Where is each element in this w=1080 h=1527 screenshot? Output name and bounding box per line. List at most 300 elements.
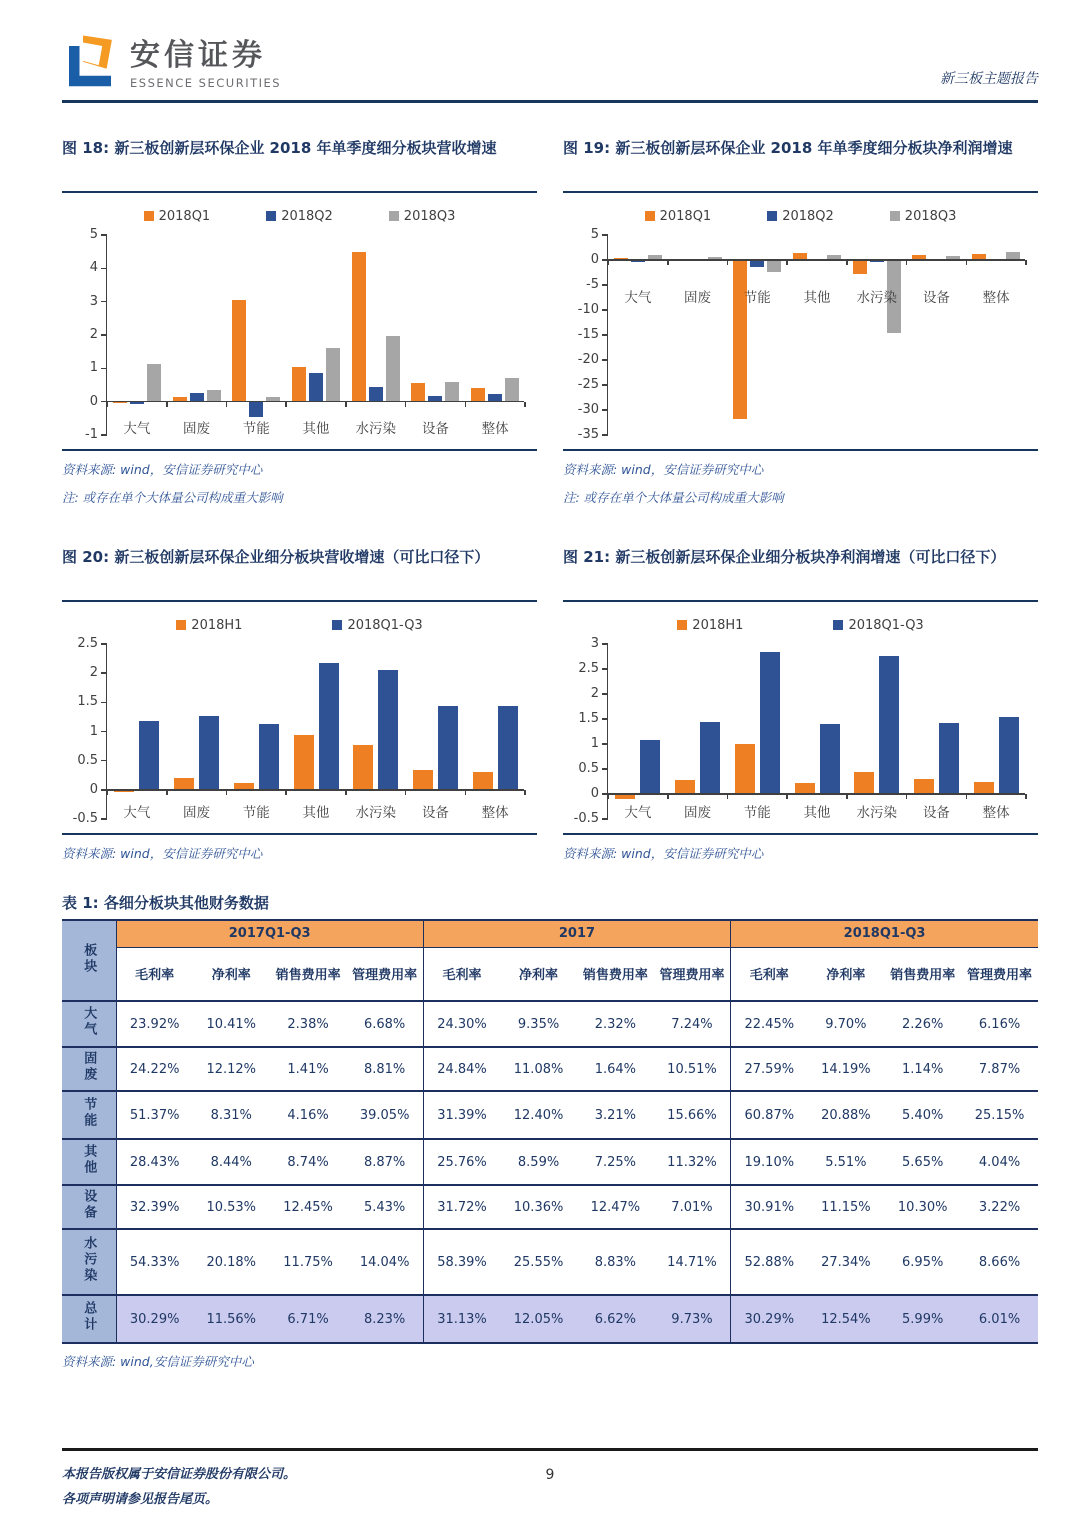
x-category-label: 水污染 [355,421,396,437]
bar-s2-c0 [147,364,161,402]
table-cell: 52.88% [731,1229,808,1295]
x-tick-mark [1025,260,1027,265]
copyright-line-1: 本报告版权属于安信证券股份有限公司。 [62,1467,297,1482]
y-tick-label: 2 [89,665,98,681]
bar-s0-c4 [854,772,874,795]
table-cell: 5.51% [807,1139,884,1185]
y-tick-label: -25 [577,377,599,392]
legend-label: 2018Q3 [904,208,957,224]
bar-s1-c6 [498,706,518,790]
table-cell: 14.71% [654,1229,731,1295]
legend-swatch-icon [645,211,655,221]
table-cell: 12.40% [500,1091,577,1139]
table-cell: 9.73% [654,1295,731,1343]
x-category-label: 设备 [421,421,449,437]
essence-logo-icon [62,32,118,88]
table-cell: 8.81% [346,1047,423,1091]
table-sub-header: 净利率 [807,947,884,1001]
legend-swatch-icon [389,211,399,221]
table-cell: 24.84% [423,1047,500,1091]
bar-s1-c5 [939,723,959,795]
y-tick-label: 0 [590,252,599,267]
x-category-label: 设备 [421,805,449,821]
bar-s0-c5 [914,779,934,795]
y-tick-mark [602,334,608,336]
legend-label: 2018H1 [191,617,243,633]
table-cell: 12.05% [500,1295,577,1343]
legend-label: 2018Q3 [403,208,456,224]
x-tick-mark [166,402,168,407]
page-footer [62,1448,1038,1512]
table-cell: 5.43% [346,1185,423,1229]
page-header [62,30,1038,103]
legend-item [767,209,834,224]
y-axis [563,636,607,826]
x-category-label: 大气 [624,290,652,306]
x-category-label: 固废 [183,421,211,437]
y-tick-label: 1 [590,736,599,751]
y-tick-label: 1 [89,723,98,739]
legend-label: 2018Q1 [158,208,211,224]
y-tick-mark [602,718,608,720]
bar-s1-c6 [999,717,1019,794]
table-row-label: 节能 [62,1091,116,1139]
legend-item [890,209,957,224]
figure-21-chart [563,602,1038,835]
legend-swatch-icon [833,620,843,630]
table-cell: 14.19% [807,1047,884,1091]
page-number: 9 [545,1467,555,1483]
figure-18 [62,135,537,506]
bar-s0-c6 [473,772,493,790]
chart-legend [563,203,1038,229]
x-category-label: 整体 [982,805,1010,821]
table-cell: 5.65% [884,1139,961,1185]
bar-s1-c3 [319,663,339,790]
legend-swatch-icon [332,620,342,630]
table-cell: 15.66% [654,1091,731,1139]
y-tick-mark [602,359,608,361]
figure-19-chart [563,193,1038,451]
bar-s0-c4 [853,260,867,274]
legend-label: 2018Q1 [659,208,712,224]
y-tick-label: 1.5 [578,711,599,726]
bar-s0-c5 [413,770,433,790]
table-cell: 2.26% [884,1001,961,1047]
zero-axis-line [608,793,1025,795]
y-tick-mark [602,384,608,386]
bar-s0-c2 [733,260,747,419]
table-cell: 27.59% [731,1047,808,1091]
zero-axis-line [107,789,524,791]
x-tick-mark [524,790,526,795]
y-axis [62,636,106,826]
table-row-label: 水污染 [62,1229,116,1295]
y-tick-mark [101,334,107,336]
table-cell: 4.04% [961,1139,1038,1185]
x-category-label: 节能 [242,805,270,821]
bar-s1-c2 [760,652,780,795]
table-cell: 14.04% [346,1229,423,1295]
table-sub-header: 销售费用率 [577,947,654,1001]
x-category-label: 大气 [123,805,151,821]
legend-item [645,209,712,224]
y-tick-label: 3 [590,636,599,651]
bar-s0-c4 [353,745,373,790]
y-tick-mark [101,234,107,236]
table-cell: 12.54% [807,1295,884,1343]
bar-s2-c2 [767,260,781,272]
copyright-line-2: 各项声明请参见报告尾页。 [62,1491,219,1507]
figure-18-note: 注: 或存在单个大体量公司构成重大影响 [62,490,283,505]
figure-row-2 [62,544,1038,862]
bar-s1-c0 [640,740,660,795]
brand-text [130,30,281,90]
y-tick-label: -0.5 [72,811,98,826]
bar-s1-c1 [700,722,720,795]
bar-s0-c6 [974,782,994,795]
legend-label: 2018Q2 [281,208,333,224]
bar-s2-c4 [386,336,400,402]
x-tick-mark [285,402,287,407]
financial-table [62,919,1038,1344]
x-tick-mark [1025,794,1027,799]
bar-s0-c1 [174,778,194,790]
legend-label: 2018Q1-Q3 [347,617,423,633]
table-cell: 10.53% [193,1185,270,1229]
y-tick-mark [101,672,107,674]
table-cell: 30.29% [731,1295,808,1343]
zero-axis-line [608,259,1025,261]
table-sub-header: 销售费用率 [270,947,347,1001]
bar-s0-c6 [471,388,485,401]
table-cell: 8.31% [193,1091,270,1139]
table-cell: 8.44% [193,1139,270,1185]
table-cell: 12.12% [193,1047,270,1091]
figure-20-source: 资料来源: wind，安信证券研究中心 [62,846,263,861]
table-cell: 25.76% [423,1139,500,1185]
brand-name-en: ESSENCE SECURITIES [130,76,282,90]
figure-18-title: 图 18: 新三板创新层环保企业 2018 年单季度细分板块营收增速 [62,135,537,193]
table-sub-header: 净利率 [193,947,270,1001]
report-type-label: 新三板主题报告 [940,71,1038,87]
table-cell: 28.43% [116,1139,193,1185]
bar-s1-c1 [199,716,219,790]
table-cell: 22.45% [731,1001,808,1047]
y-tick-label: -15 [577,327,599,342]
table-group-header: 2018Q1-Q3 [731,920,1038,947]
table-sub-header: 管理费用率 [961,947,1038,1001]
table-cell: 7.87% [961,1047,1038,1091]
x-category-label: 其他 [302,421,330,437]
brand-logo [62,30,281,90]
chart-legend [62,203,537,229]
legend-item [266,209,333,224]
bar-s1-c2 [750,260,764,267]
x-category-label: 水污染 [856,290,897,306]
legend-item [389,209,456,224]
bar-s1-c3 [820,724,840,794]
y-tick-mark [602,643,608,645]
table-cell: 24.30% [423,1001,500,1047]
plot-area [607,235,1025,435]
zero-axis-line [107,401,524,403]
y-tick-label: 0 [89,393,98,409]
table-sub-header: 毛利率 [423,947,500,1001]
table-row-label: 总计 [62,1295,116,1343]
table-cell: 6.68% [346,1001,423,1047]
table-cell: 25.15% [961,1091,1038,1139]
table-cell: 10.36% [500,1185,577,1229]
plot-area [106,235,524,435]
table-cell: 11.32% [654,1139,731,1185]
table-group-header: 2017Q1-Q3 [116,920,423,947]
figure-21-source: 资料来源: wind，安信证券研究中心 [563,846,764,861]
y-tick-label: 4 [89,260,98,276]
y-tick-mark [602,234,608,236]
table-cell: 7.01% [654,1185,731,1229]
y-tick-label: 2.5 [77,636,98,651]
y-tick-label: 1 [89,360,98,376]
table-group-header: 2017 [423,920,730,947]
x-tick-mark [345,402,347,407]
bar-s1-c3 [309,373,323,401]
y-tick-label: -5 [586,277,599,292]
table-corner-cell: 板块 [62,920,116,1001]
table-cell: 6.71% [270,1295,347,1343]
table-cell: 5.99% [884,1295,961,1343]
table-cell: 31.72% [423,1185,500,1229]
legend-swatch-icon [767,211,777,221]
x-category-label: 节能 [743,290,771,306]
table-cell: 54.33% [116,1229,193,1295]
bar-s1-c4 [879,656,899,795]
figure-20-chart [62,602,537,835]
table-sub-header: 销售费用率 [884,947,961,1001]
figure-21 [563,544,1038,862]
bar-s1-c5 [438,706,458,790]
table-cell: 3.21% [577,1091,654,1139]
x-category-label: 节能 [743,805,771,821]
figure-18-source: 资料来源: wind，安信证券研究中心 [62,462,263,477]
table-cell: 1.14% [884,1047,961,1091]
figure-18-chart [62,193,537,451]
x-tick-mark [226,402,228,407]
x-category-label: 固废 [183,805,211,821]
table-cell: 20.88% [807,1091,884,1139]
figure-19-note: 注: 或存在单个大体量公司构成重大影响 [563,490,784,505]
table-sub-header: 管理费用率 [346,947,423,1001]
table-cell: 3.22% [961,1185,1038,1229]
x-category-label: 设备 [922,290,950,306]
legend-item [144,209,211,224]
y-tick-label: 1.5 [77,694,98,710]
table-cell: 11.56% [193,1295,270,1343]
legend-item [833,618,923,633]
table-cell: 8.23% [346,1295,423,1343]
table-cell: 11.15% [807,1185,884,1229]
table-cell: 9.70% [807,1001,884,1047]
y-tick-label: 5 [89,227,98,242]
x-tick-mark [465,402,467,407]
y-tick-mark [602,409,608,411]
table-cell: 23.92% [116,1001,193,1047]
table-row-label: 固废 [62,1047,116,1091]
x-tick-mark [106,402,108,407]
table-source: 资料来源: wind,安信证券研究中心 [62,1354,254,1369]
x-tick-mark [405,402,407,407]
table-cell: 58.39% [423,1229,500,1295]
x-category-label: 大气 [123,421,151,437]
bar-s0-c5 [411,383,425,402]
y-tick-mark [101,301,107,303]
y-tick-label: 5 [590,227,599,242]
bar-s1-c4 [369,387,383,401]
y-tick-label: 2 [89,327,98,342]
bar-s0-c3 [294,735,314,790]
y-tick-mark [602,309,608,311]
y-tick-label: 0.5 [578,761,599,776]
table-cell: 8.83% [577,1229,654,1295]
table-cell: 39.05% [346,1091,423,1139]
table-cell: 6.95% [884,1229,961,1295]
table-cell: 4.16% [270,1091,347,1139]
y-tick-mark [602,668,608,670]
x-category-label: 水污染 [856,805,897,821]
y-tick-mark [101,760,107,762]
x-category-label: 整体 [481,421,509,437]
legend-swatch-icon [677,620,687,630]
bar-s2-c3 [326,348,340,401]
table-cell: 1.64% [577,1047,654,1091]
table-sub-header: 毛利率 [731,947,808,1001]
table-sub-header: 净利率 [500,947,577,1001]
table-cell: 11.75% [270,1229,347,1295]
chart-legend [563,612,1038,638]
y-tick-label: -35 [577,427,599,442]
figure-21-title: 图 21: 新三板创新层环保企业细分板块净利润增速（可比口径下） [563,544,1038,602]
table-row-label: 其他 [62,1139,116,1185]
table-sub-header: 毛利率 [116,947,193,1001]
table-cell: 2.32% [577,1001,654,1047]
table-cell: 1.41% [270,1047,347,1091]
table-cell: 10.51% [654,1047,731,1091]
table-cell: 30.91% [731,1185,808,1229]
y-tick-mark [602,768,608,770]
table-cell: 12.45% [270,1185,347,1229]
legend-label: 2018Q1-Q3 [848,617,924,633]
table-cell: 20.18% [193,1229,270,1295]
table-cell: 10.41% [193,1001,270,1047]
x-category-label: 其他 [803,290,831,306]
x-category-label: 其他 [803,805,831,821]
x-category-label: 固废 [684,805,712,821]
table-cell: 12.47% [577,1185,654,1229]
table-cell: 2.38% [270,1001,347,1047]
legend-label: 2018H1 [692,617,744,633]
legend-swatch-icon [266,211,276,221]
y-tick-label: 2.5 [578,661,599,676]
x-category-label: 固废 [684,290,712,306]
bar-s1-c0 [139,721,159,790]
figure-19-source: 资料来源: wind，安信证券研究中心 [563,462,764,477]
table-cell: 11.08% [500,1047,577,1091]
table-sub-header: 管理费用率 [654,947,731,1001]
table-title: 表 1: 各细分板块其他财务数据 [62,894,269,912]
legend-label: 2018Q2 [782,208,834,224]
y-tick-label: 2 [590,686,599,701]
legend-item [176,618,242,633]
plot-area [106,644,524,819]
legend-swatch-icon [144,211,154,221]
table-cell: 7.24% [654,1001,731,1047]
x-category-label: 整体 [982,290,1010,306]
legend-swatch-icon [176,620,186,630]
y-tick-label: 0 [89,781,98,797]
y-tick-label: 0.5 [77,752,98,768]
y-tick-mark [101,368,107,370]
y-tick-label: 3 [89,293,98,309]
table-cell: 27.34% [807,1229,884,1295]
table-cell: 8.74% [270,1139,347,1185]
x-category-label: 水污染 [355,805,396,821]
table-cell: 31.39% [423,1091,500,1139]
table-cell: 6.62% [577,1295,654,1343]
table-cell: 5.40% [884,1091,961,1139]
y-tick-mark [602,693,608,695]
y-tick-label: -1 [85,427,98,442]
table-cell: 30.29% [116,1295,193,1343]
y-tick-label: -30 [577,402,599,417]
x-category-label: 设备 [922,805,950,821]
brand-name-cn: 安信证券 [130,38,266,73]
y-axis [563,227,607,442]
x-category-label: 整体 [481,805,509,821]
y-tick-label: -0.5 [573,811,599,826]
y-tick-mark [101,702,107,704]
table-cell: 51.37% [116,1091,193,1139]
bar-s0-c1 [675,780,695,794]
figure-20-title: 图 20: 新三板创新层环保企业细分板块营收增速（可比口径下） [62,544,537,602]
table-row-label: 大气 [62,1001,116,1047]
table-cell: 6.16% [961,1001,1038,1047]
y-tick-mark [101,731,107,733]
y-tick-label: -20 [577,352,599,367]
table-cell: 8.87% [346,1139,423,1185]
legend-item [677,618,743,633]
y-tick-mark [101,643,107,645]
y-tick-mark [602,743,608,745]
figure-row-1 [62,135,1038,506]
table-cell: 25.55% [500,1229,577,1295]
table-cell: 9.35% [500,1001,577,1047]
table-cell: 10.30% [884,1185,961,1229]
bar-s1-c4 [378,670,398,790]
bar-s2-c6 [505,378,519,402]
bar-s0-c2 [735,744,755,795]
plot-area [607,644,1025,819]
x-category-label: 其他 [302,805,330,821]
y-axis [62,227,106,442]
table-cell: 60.87% [731,1091,808,1139]
x-tick-mark [524,402,526,407]
y-tick-mark [101,268,107,270]
bar-s0-c3 [292,367,306,402]
figure-19-title: 图 19: 新三板创新层环保企业 2018 年单季度细分板块净利润增速 [563,135,1038,193]
y-tick-mark [602,434,608,436]
table-cell: 6.01% [961,1295,1038,1343]
bar-s1-c2 [259,724,279,790]
